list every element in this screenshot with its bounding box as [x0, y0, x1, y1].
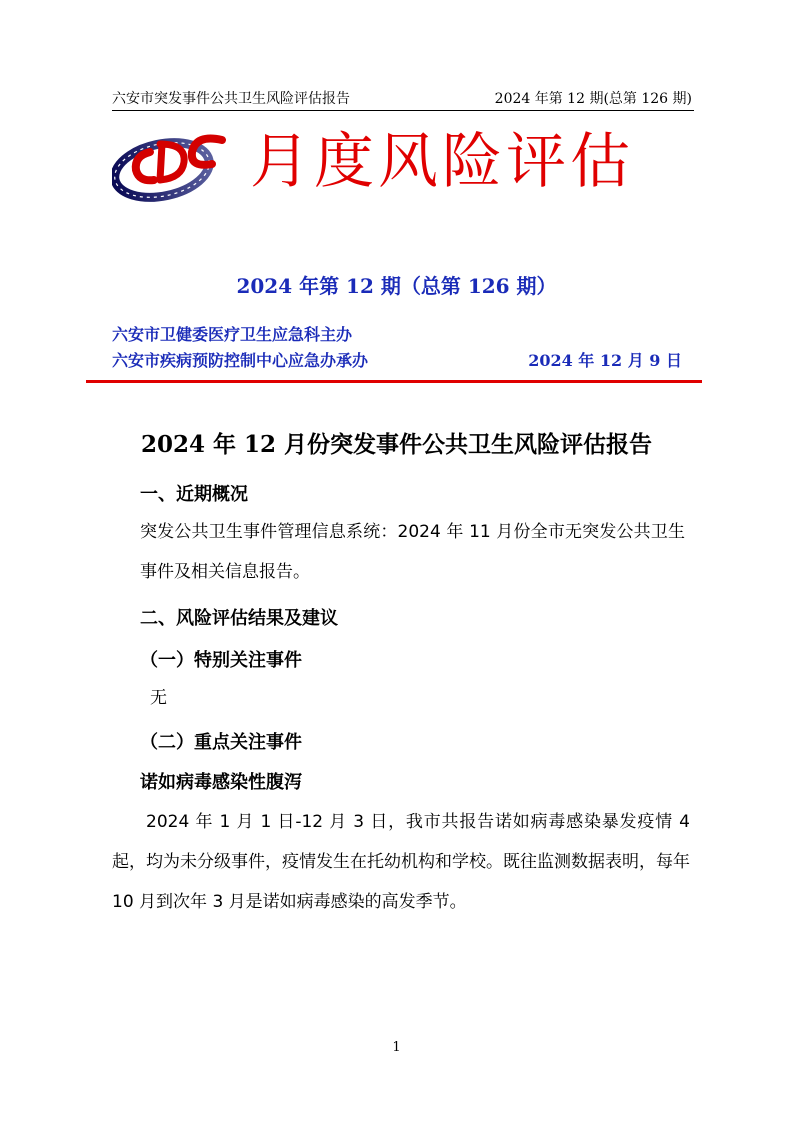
- page-number: 1: [392, 1040, 401, 1055]
- running-header-left: 六安市突发事件公共卫生风险评估报告: [112, 91, 350, 107]
- report-title: 2024 年 12 月份突发事件公共卫生风险评估报告: [140, 431, 653, 458]
- masthead-divider: [86, 380, 702, 383]
- section1-paragraph: [140, 512, 685, 592]
- subsection1-heading: （一）特别关注事件: [140, 650, 302, 671]
- running-header: [112, 86, 692, 108]
- section1-heading: 一、近期概况: [140, 484, 248, 505]
- cdc-logo-icon: [112, 122, 230, 204]
- header-divider: [112, 110, 694, 111]
- topic-paragraph: 2024 年 1 月 1 日-12 月 3 日，我市共报告诺如病毒感染暴发疫情 4 起，均为未分级事件，疫情发生在托幼机构和学校。既往监测数据表明，每年 10 月到次年 3 月是诺如病毒感染的高发季节。: [112, 812, 690, 912]
- issue-date: 2024 年 12 月 9 日: [528, 351, 682, 370]
- section2-heading: 二、风险评估结果及建议: [140, 608, 338, 629]
- organizer-undertaker-row: [112, 348, 682, 374]
- issue-number: 2024 年第 12 期（总第 126 期）: [236, 274, 557, 298]
- masthead-title: 月度风险评估: [250, 127, 634, 197]
- topic-heading: 诺如病毒感染性腹泻: [140, 772, 302, 793]
- section1-paragraph-text: 突发公共卫生事件管理信息系统：2024 年 11 月份全市无突发公共卫生事件及相关信息报告。: [140, 522, 685, 582]
- organizer-host-row: [112, 322, 682, 348]
- organizer-block: [112, 322, 682, 374]
- subsection2-heading: （二）重点关注事件: [140, 732, 302, 753]
- organizer-undertaker: 六安市疾病预防控制中心应急办承办: [112, 351, 369, 370]
- organizer-host: 六安市卫健委医疗卫生应急科主办: [112, 325, 353, 344]
- running-header-right: 2024 年第 12 期(总第 126 期): [494, 91, 692, 107]
- subsection1-text: 无: [150, 688, 167, 708]
